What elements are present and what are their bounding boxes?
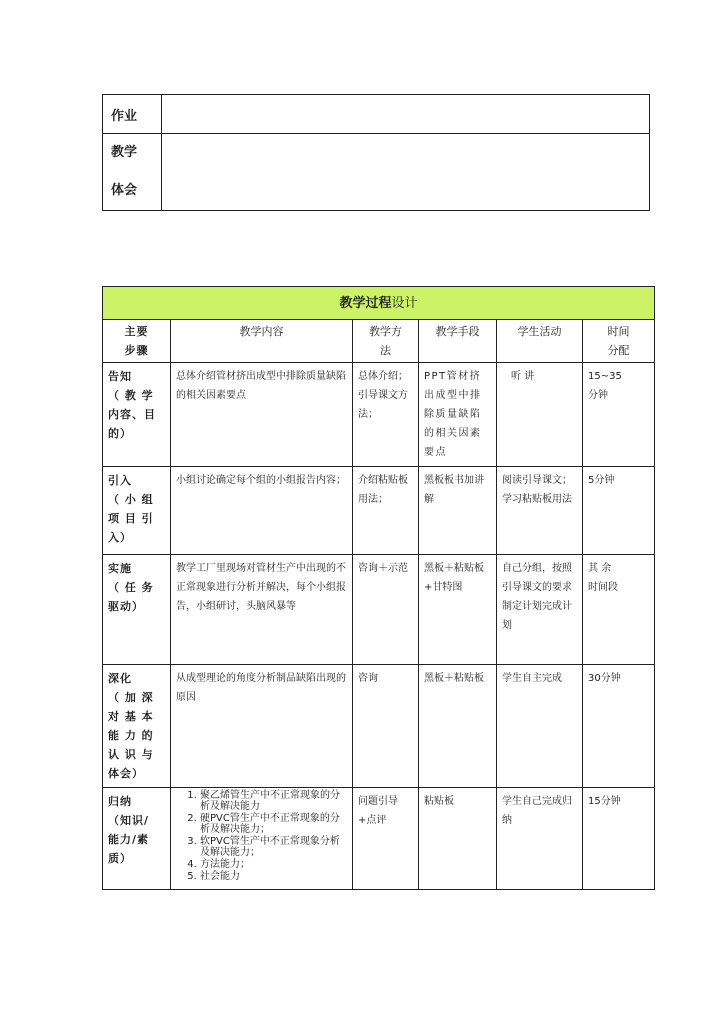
row-time: 15~35 分钟 <box>583 363 655 467</box>
header-step-line2: 步骤 <box>124 344 149 357</box>
row-content: 小组讨论确定每个组的小组报告内容； <box>171 467 353 555</box>
header-time-line2: 分配 <box>607 344 630 357</box>
homework-label: 作业 <box>103 95 162 134</box>
row-activity: 学生自主完成 <box>497 665 583 788</box>
row-content: 教学工厂里现场对管材生产中出现的不正常现象进行分析并解决，每个小组报告，小组研讨，头脑风暴等 <box>171 555 353 665</box>
row-time: 5分钟 <box>583 467 655 555</box>
table-row <box>103 788 655 890</box>
summary-list <box>176 790 347 882</box>
table-title <box>103 287 655 320</box>
row-time: 其 余 时间段 <box>583 555 655 665</box>
row-step: 深化 （ 加 深 对 基 本 能 力 的 认 识 与 体会） <box>103 665 171 788</box>
header-time-line1: 时间 <box>607 325 630 338</box>
table-row <box>103 555 655 665</box>
header-means: 教学手段 <box>419 320 497 363</box>
header-method-line1: 教学方 <box>369 325 402 338</box>
row-time: 15分钟 <box>583 788 655 890</box>
header-method-line2: 法 <box>380 344 391 357</box>
row-step: 告知 （ 教 学 内容、目 的） <box>103 363 171 467</box>
row-method: 问题引导+点评 <box>353 788 419 890</box>
table-title-bold: 教学过程 <box>339 295 392 311</box>
row-time: 30分钟 <box>583 665 655 788</box>
list-item: 2. 硬PVC管生产中不正常现象的分析及解决能力； <box>200 813 347 835</box>
row-means: 黑板＋粘贴板+甘特图 <box>419 555 497 665</box>
row-content: 从成型理论的角度分析制品缺陷出现的原因 <box>171 665 353 788</box>
list-item: 3. 软PVC管生产中不正常现象分析及解决能力； <box>200 836 347 858</box>
header-step <box>103 320 171 363</box>
homework-reflection-table <box>102 94 650 211</box>
table-row <box>103 363 655 467</box>
header-method <box>353 320 419 363</box>
row-means: 粘贴板 <box>419 788 497 890</box>
table-title-rest: 设计 <box>391 295 418 311</box>
row-method: 介绍粘贴板用法； <box>353 467 419 555</box>
row-activity: 自己分组，按照引导课文的要求制定计划完成计划 <box>497 555 583 665</box>
row-step: 实施 （ 任 务 驱动） <box>103 555 171 665</box>
row-method: 咨询 <box>353 665 419 788</box>
reflection-label <box>103 134 162 211</box>
table-row <box>103 467 655 555</box>
row-method: 总体介绍；引导课文方法； <box>353 363 419 467</box>
list-item: 5. 社会能力 <box>200 871 347 882</box>
header-content: 教学内容 <box>171 320 353 363</box>
homework-cell <box>162 95 650 134</box>
list-item: 4. 方法能力； <box>200 859 347 870</box>
header-time <box>583 320 655 363</box>
row-activity: 阅读引导课文；学习粘贴板用法 <box>497 467 583 555</box>
row-step: 归纳 （知识/ 能力/素 质） <box>103 788 171 890</box>
row-activity: 学生自己完成归纳 <box>497 788 583 890</box>
reflection-cell <box>162 134 650 211</box>
row-means: 黑板＋粘贴板 <box>419 665 497 788</box>
table-row <box>103 665 655 788</box>
row-activity: 听 讲 <box>497 363 583 467</box>
row-means: PPT管材挤出成型中排除质量缺陷的相关因素要点 <box>419 363 497 467</box>
row-step: 引入 （ 小 组 项 目 引 入） <box>103 467 171 555</box>
row-method: 咨询＋示范 <box>353 555 419 665</box>
teaching-process-table <box>102 286 655 890</box>
header-activity: 学生活动 <box>497 320 583 363</box>
row-content: 总体介绍管材挤出成型中排除质量缺陷的相关因素要点 <box>171 363 353 467</box>
reflection-label-line1: 教学 <box>111 145 138 160</box>
row-means: 黑板板书加讲解 <box>419 467 497 555</box>
header-step-line1: 主要 <box>124 325 149 338</box>
reflection-label-line2: 体会 <box>111 183 138 198</box>
list-item: 1. 聚乙烯管生产中不正常现象的分析及解决能力 <box>200 790 347 812</box>
row-content <box>171 788 353 890</box>
